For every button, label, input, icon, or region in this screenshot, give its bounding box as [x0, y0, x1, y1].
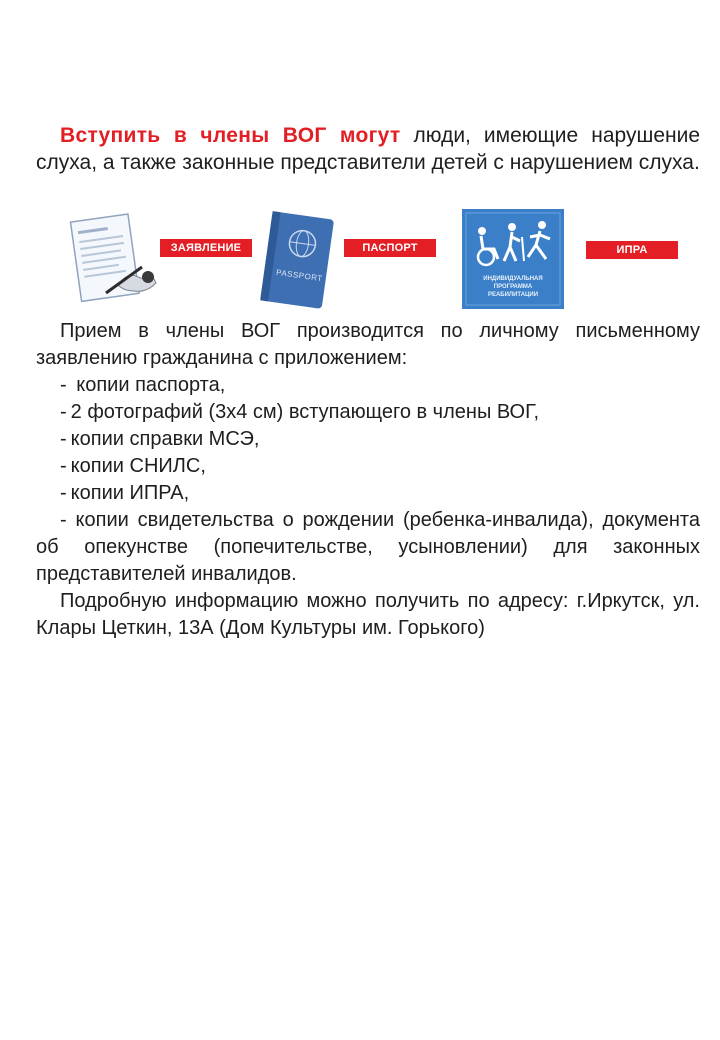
- list-item-long: - копии свидетельства о рождении (ребенка-инвалида), документа об опекунстве (попечительстве, усыновлении) для законных представителей инвалидов.: [36, 509, 700, 585]
- list-item: - копии справки МСЭ,: [60, 428, 260, 450]
- list-item: - 2 фотографий (3х4 см) вступающего в члены ВОГ,: [60, 401, 540, 423]
- tag-passport: ПАСПОРТ: [344, 239, 436, 257]
- admission-intro: Прием в члены ВОГ производится по личному письменному заявлению гражданина с приложением:: [36, 320, 700, 369]
- list-item: - копии ИПРА,: [60, 482, 190, 504]
- intro-paragraph: [36, 122, 700, 176]
- list-item: - копии СНИЛС,: [60, 455, 206, 477]
- ipra-card-line-2: ПРОГРАММА: [493, 284, 533, 290]
- contact-paragraph: Подробную информацию можно получить по адресу: г.Иркутск, ул. Клары Цеткин, 13А (Дом Культуры им. Горького): [36, 590, 700, 639]
- tag-application: ЗАЯВЛЕНИЕ: [160, 239, 252, 257]
- intro-rest: люди, имеющие нарушение слуха, а также законные представители детей с нарушением слуха.: [36, 124, 701, 174]
- tag-ipra: ИПРА: [586, 241, 678, 259]
- list-dash: -: [60, 401, 67, 423]
- admission-section: [36, 318, 700, 642]
- application-form-icon: [62, 211, 158, 307]
- required-documents-row: [0, 205, 720, 315]
- list-item: - копии паспорта,: [60, 374, 226, 396]
- ipra-card-line-1: ИНДИВИДУАЛЬНАЯ: [483, 276, 543, 282]
- intro-lead: Вступить в члены ВОГ могут: [60, 124, 401, 147]
- passport-cover-text: PASSPORT: [275, 267, 324, 284]
- required-documents-list: [36, 372, 700, 507]
- list-dash: -: [60, 482, 67, 504]
- list-dash: -: [60, 428, 67, 450]
- list-dash: -: [60, 455, 67, 477]
- ipra-card-icon: [460, 207, 566, 311]
- list-dash: -: [60, 374, 67, 396]
- passport-icon: [252, 209, 342, 313]
- list-dash: -: [60, 509, 67, 531]
- ipra-card-line-3: РЕАБИЛИТАЦИИ: [487, 292, 539, 298]
